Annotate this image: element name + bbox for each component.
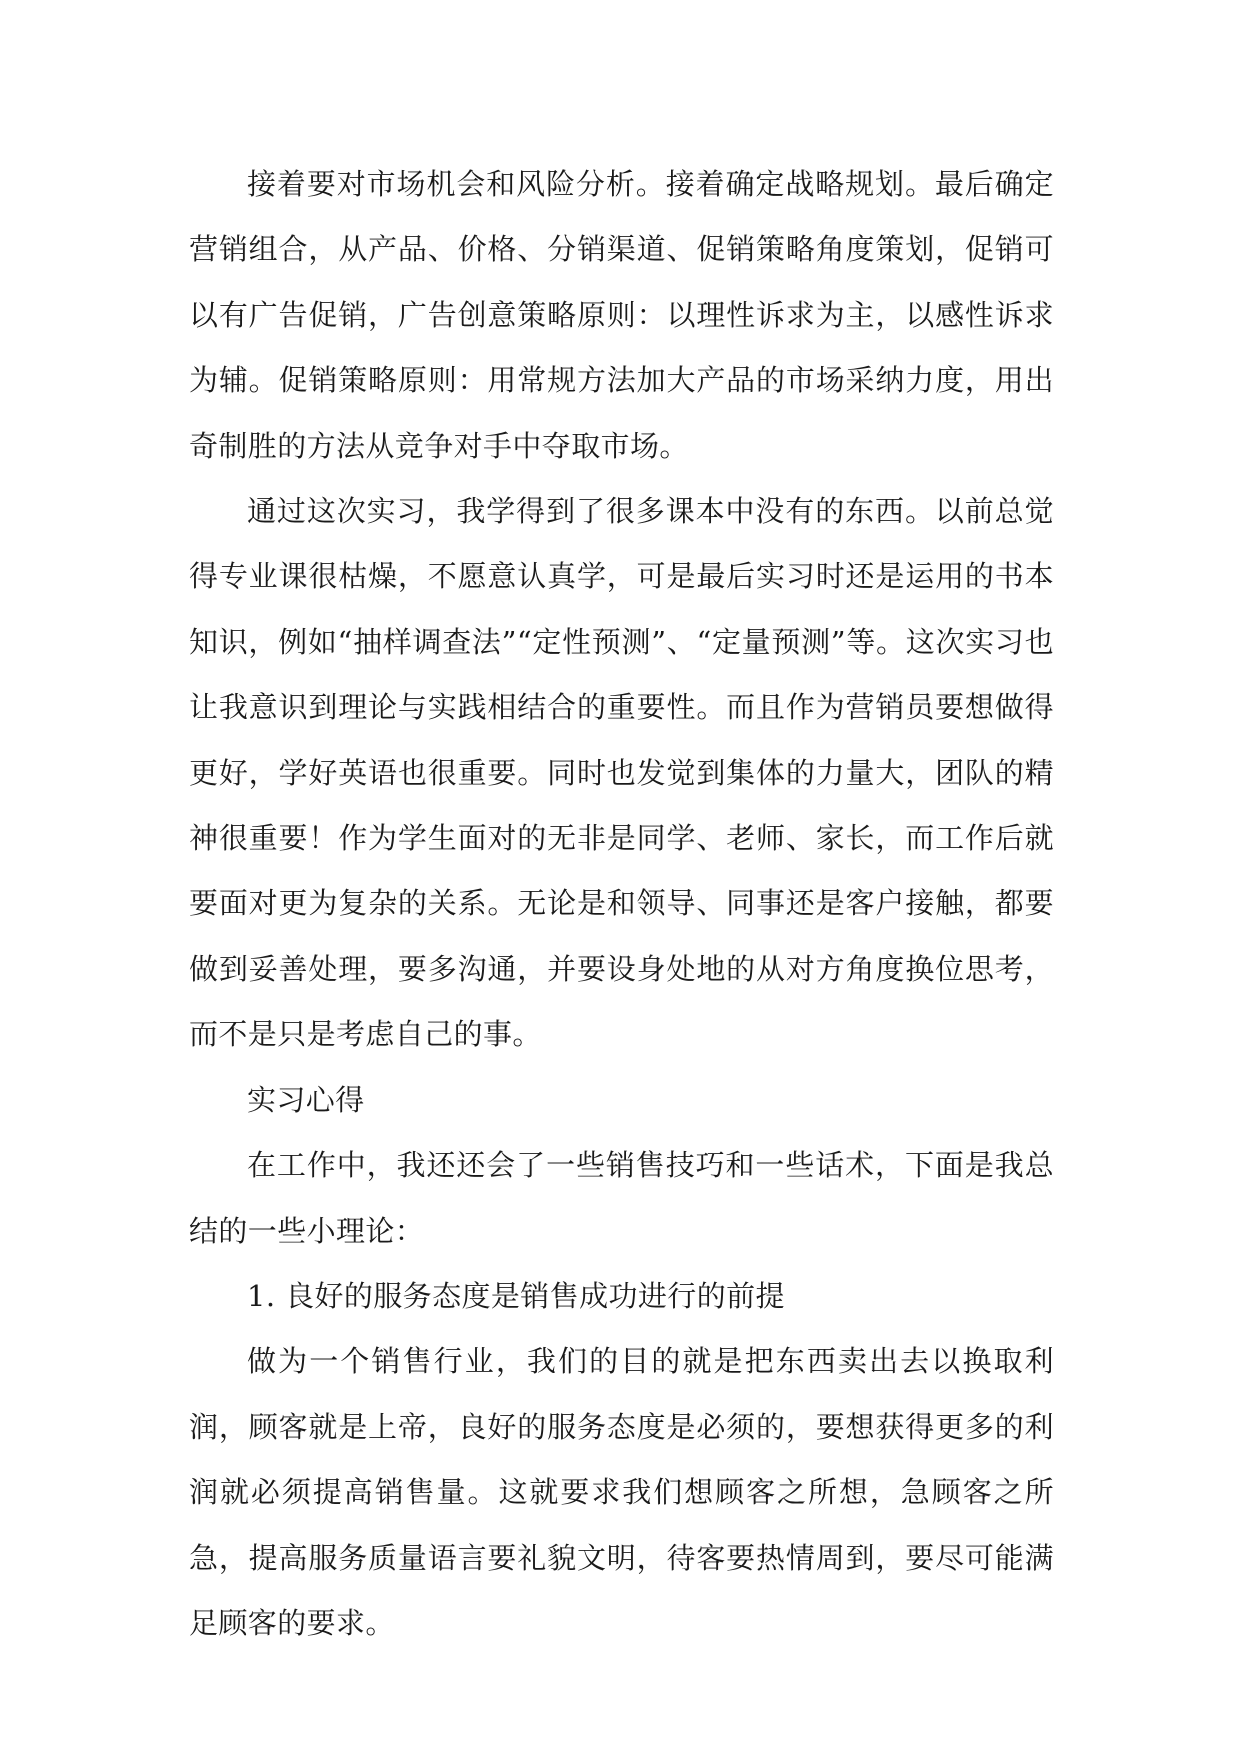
- paragraph-intro: 在工作中，我还还会了一些销售技巧和一些话术，下面是我总结的一些小理论：: [189, 1148, 1054, 1248]
- paragraph-market-analysis: 接着要对市场机会和风险分析。接着确定战略规划。最后确定营销组合，从产品、价格、分销渠道、促销策略角度策划，促销可以有广告促销，广告创意策略原则：以理性诉求为主，以感性诉求为辅。促销策略原则：用常规方法加大产品的市场采纳力度，用出奇制胜的方法从竞争对手中夺取市场。: [189, 167, 1054, 463]
- section-heading: 实习心得: [247, 1082, 365, 1117]
- paragraph-internship-reflection: 通过这次实习，我学得到了很多课本中没有的东西。以前总觉得专业课很枯燥，不愿意认真学，可是最后实习时还是运用的书本知识，例如“抽样调查法”“定性预测”、“定量预测”等。这次实习也让我意识到理论与实践相结合的重要性。而且作为营销员要想做得更好，学好英语也很重要。同时也发觉到集体的力量大，团队的精神很重要！作为学生面对的无非是同学、老师、家长，而工作后就要面对更为复杂的关系。无论是和领导、同事还是客户接触，都要做到妥善处理，要多沟通，并要设身处地的从对方角度换位思考，而不是只是考虑自己的事。: [189, 494, 1054, 1052]
- document-body: [189, 152, 1054, 1656]
- list-item-heading: 1. 良好的服务态度是销售成功进行的前提: [247, 1278, 785, 1313]
- paragraph-service-attitude: 做为一个销售行业，我们的目的就是把东西卖出去以换取利润，顾客就是上帝，良好的服务态度是必须的，要想获得更多的利润就必须提高销售量。这就要求我们想顾客之所想，急顾客之所急，提高服务质量语言要礼貌文明，待客要热情周到，要尽可能满足顾客的要求。: [189, 1344, 1054, 1640]
